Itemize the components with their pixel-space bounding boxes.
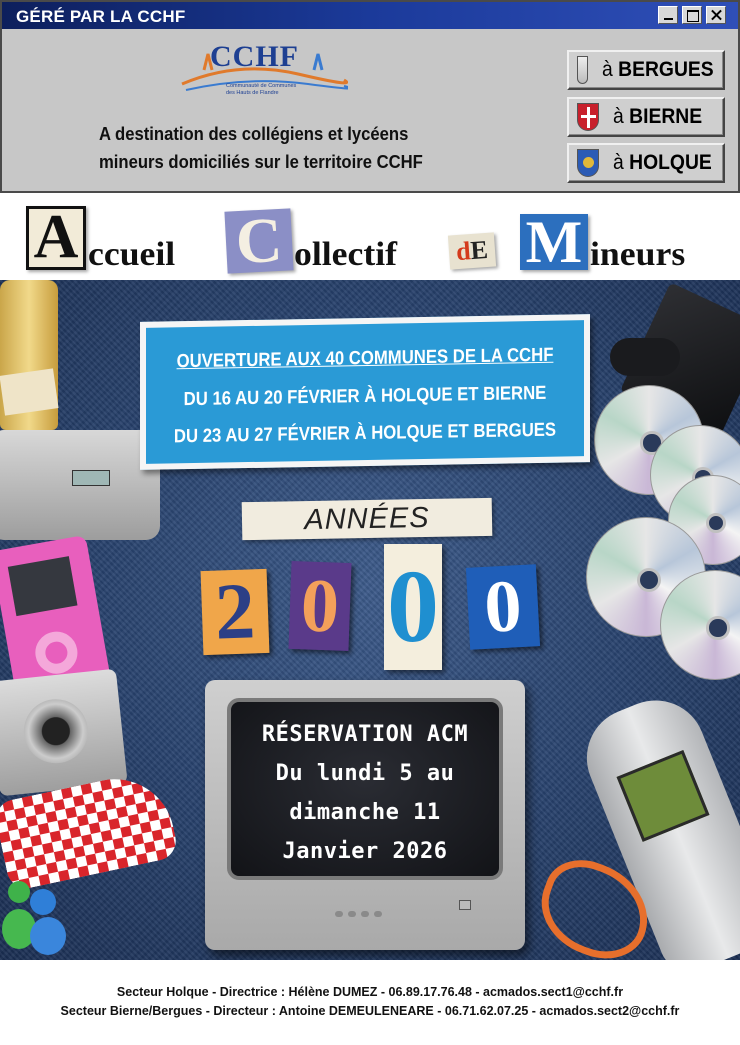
contact-bierne-bergues: Secteur Bierne/Bergues - Directeur : Antoine DEMEULENEARE - 06.71.62.07.25 - acmados.sect2@cchf.fr <box>60 1004 680 1018</box>
logo-subtitle-2: des Hauts de Flandre <box>226 90 279 96</box>
audience-text <box>99 120 477 176</box>
heading-word-accueil: ccueil <box>88 236 176 273</box>
logo-subtitle-1: Communauté de Communes <box>226 83 297 89</box>
bergues-crest-icon <box>577 56 588 84</box>
maximize-button[interactable] <box>682 6 702 24</box>
info-line-week2: DU 23 AU 27 FÉVRIER À HOLQUE ET BERGUES <box>173 419 557 448</box>
gamepad-icon <box>610 338 680 376</box>
audience-line-1: A destination des collégiens et lycéens <box>99 123 409 144</box>
location-label-holque: à HOLQUE <box>613 151 712 174</box>
location-button-bierne[interactable] <box>567 97 725 137</box>
theme-digit-2: 0 <box>288 561 351 651</box>
close-button[interactable] <box>706 6 726 24</box>
info-line-communes: OUVERTURE AUX 40 COMMUNES DE LA CCHF <box>176 344 554 373</box>
location-label-bierne: à BIERNE <box>613 105 703 128</box>
info-line-week1: DU 16 AU 20 FÉVRIER À HOLQUE ET BIERNE <box>183 382 547 411</box>
location-label-bergues: à BERGUES <box>601 58 714 81</box>
poster-background <box>0 280 740 960</box>
opening-info-box <box>140 314 590 470</box>
app-window <box>0 0 740 193</box>
page-heading <box>0 196 740 280</box>
digital-camera-icon <box>0 669 128 797</box>
heading-word-mineurs: ineurs <box>590 236 686 273</box>
location-button-holque[interactable] <box>567 143 725 183</box>
window-title: GÉRÉ PAR LA CCHF <box>16 7 186 26</box>
cchf-logo <box>178 40 348 102</box>
reservation-date-3: Janvier 2026 <box>282 839 448 864</box>
heading-letter-c: C <box>224 208 293 273</box>
contact-holque: Secteur Holque - Directrice : Hélène DUMEZ - 06.89.17.76.48 - acmados.sect1@cchf.fr <box>116 985 624 999</box>
reservation-date-2: dimanche 11 <box>289 800 441 825</box>
heading-word-collectif: ollectif <box>294 236 398 273</box>
heading-word-de: dE <box>448 232 496 269</box>
theme-digit-4: 0 <box>466 564 540 650</box>
contact-footer <box>0 975 740 1035</box>
theme-label: ANNÉES <box>242 498 493 540</box>
heading-letter-m: M <box>520 214 588 270</box>
title-bar <box>2 2 738 29</box>
logo-text: CCHF <box>210 40 299 73</box>
reservation-title: RÉSERVATION ACM <box>261 722 469 747</box>
reservation-date-1: Du lundi 5 au <box>275 761 455 786</box>
perfume-bottle-icon <box>0 280 58 430</box>
reservation-screen <box>227 698 503 880</box>
crt-monitor <box>205 680 525 950</box>
audience-line-2: mineurs domiciliés sur le territoire CCHF <box>99 151 423 172</box>
bierne-crest-icon <box>577 103 599 131</box>
messenger-icon <box>0 875 72 955</box>
theme-digit-1: 2 <box>201 569 270 655</box>
heading-letter-a: A <box>26 206 86 270</box>
power-button-icon <box>459 900 471 910</box>
location-button-bergues[interactable] <box>567 50 725 90</box>
boombox-icon <box>0 430 160 540</box>
theme-digit-3: 0 <box>384 544 442 670</box>
holque-crest-icon <box>577 149 599 177</box>
monitor-buttons <box>335 904 415 912</box>
minimize-button[interactable] <box>658 6 678 24</box>
